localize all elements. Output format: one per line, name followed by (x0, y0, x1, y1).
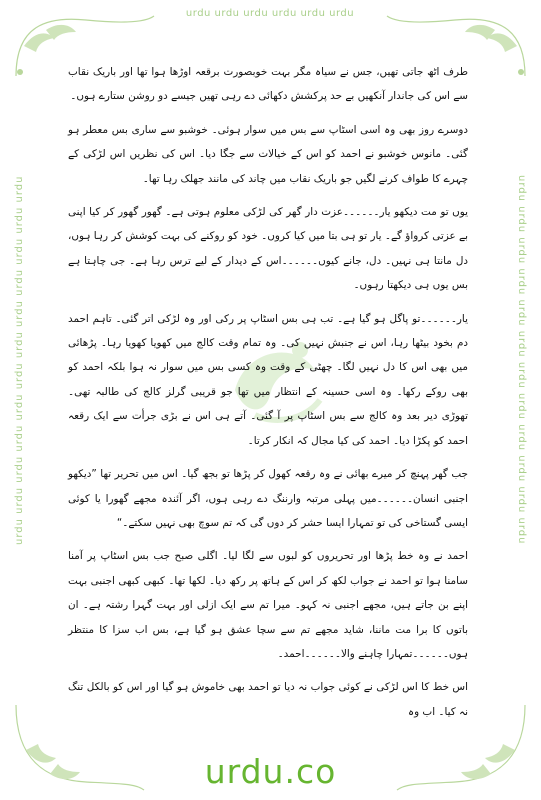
paragraph: جب گھر پہنچ کر میرے بھائی نے وہ رقعہ کھول کر پڑھا تو بجھ گیا۔ اس میں تحریر تھا ”دیکھو اجنبی انسان۔۔۔۔۔۔میں پہلی مرتبہ وارننگ دے رہی ہوں، اگر آئندہ مجھے گھورا یا کوئی ایسی گستاخی کی تو تمہارا ایسا حشر کر دوں گی کہ تم سوچ بھی نہیں سکتے۔“ (68, 468, 468, 529)
paragraph: یار۔۔۔۔۔۔تو پاگل ہو گیا ہے۔ تب ہی بس اسٹاپ پر رکی اور وہ لڑکی اتر گئی۔ تاہم احمد دم بخود بیٹھا رہا، اس نے جنبش نہیں کی۔ وہ تمام وقت کالج میں کھویا کھویا رہا۔ پڑھائی میں بھی اس کا دل نہیں لگا۔ چھٹی کے وقت وہ کسی بس میں سوار نہ ہوا بلکہ احمد کو بھی روکے رکھا۔ وہ اسی حسینہ کے انتظار میں تھا جو قریبی گرلز کالج کی طالبہ تھی۔ تھوڑی دیر بعد وہ کالج سے بس اسٹاپ پر آ گئی۔ آتے ہی اس نے بڑی جرأت سے ایک رقعہ احمد کو پکڑا دیا۔ احمد کی کیا مجال کہ انکار کرتا۔ (68, 312, 468, 447)
paragraph: اس خط کا اس لڑکی نے کوئی جواب نہ دیا تو احمد بھی خاموش ہو گیا اور اس کو بالکل تنگ نہ کیا۔ اب وہ (68, 681, 468, 718)
brand-strip-left: urdu urdu urdu urdu urdu urdu urdu urdu urdu urdu urdu urdu (14, 175, 25, 545)
paragraph: طرف اٹھ جاتی تھیں، جس نے سیاہ مگر بہت خوبصورت برقعہ اوڑھا ہوا تھا اور باریک نقاب سے اس کی جاندار آنکھیں بے حد پرکشش دکھائی دے رہی تھیں جیسے دو روشن ستارے ہوں۔ (68, 66, 468, 103)
paragraph: یوں تو مت دیکھو یار۔۔۔۔۔۔عزت دار گھر کی لڑکی معلوم ہوتی ہے۔ گھور گھور کر کیا اپنی بے عزتی کرواؤ گے۔ یار تو ہی بتا میں کیا کروں۔ خود کو روکنے کی بہت کوشش کر رہا ہوں، دل مانتا ہی نہیں۔ دل، جانے کیوں۔۔۔۔۔۔اس کے دیدار کے لیے ترس رہا ہے۔ جی چاہتا ہے بس یوں ہی دیکھتا رہوں۔ (68, 206, 468, 292)
paragraph: دوسرے روز بھی وہ اسی اسٹاپ سے بس میں سوار ہوئی۔ خوشبو سے ساری بس معطر ہو گئی۔ مانوس خوشبو نے احمد کو اس کے خیالات سے جگا دیا۔ اس کی نظریں اس لڑکی کے چہرے کا طواف کرنے لگیں جو باریک نقاب میں چاند کی مانند جھلک رہا تھا۔ (68, 123, 468, 185)
story-text (68, 60, 468, 733)
footer-logo: urdu.co (204, 752, 337, 791)
brand-strip-top: urdu urdu urdu urdu urdu urdu (185, 8, 355, 19)
brand-strip-right: urdu urdu urdu urdu urdu urdu urdu urdu urdu urdu urdu urdu (516, 175, 527, 545)
paragraph: احمد نے وہ خط پڑھا اور تحریروں کو لبوں سے لگا لیا۔ اگلی صبح جب بس اسٹاپ پر آمنا سامنا ہوا تو احمد نے جواب لکھ کر اس کے ہاتھ پر رکھ دیا۔ لکھا تھا۔ کبھی کبھی اجنبی بہت اپنے بن جاتے ہیں، مجھے اجنبی نہ کہو۔ میرا تم سے ایک ازلی اور بہت گہرا رشتہ ہے۔ ان باتوں کا برا مت ماننا، شاید مجھے تم سے سچا عشق ہو گیا ہے، بس اب سزا کا منتظر ہوں۔۔۔۔۔۔تمہارا چاہنے والا۔۔۔۔۔۔احمد۔ (68, 550, 468, 660)
